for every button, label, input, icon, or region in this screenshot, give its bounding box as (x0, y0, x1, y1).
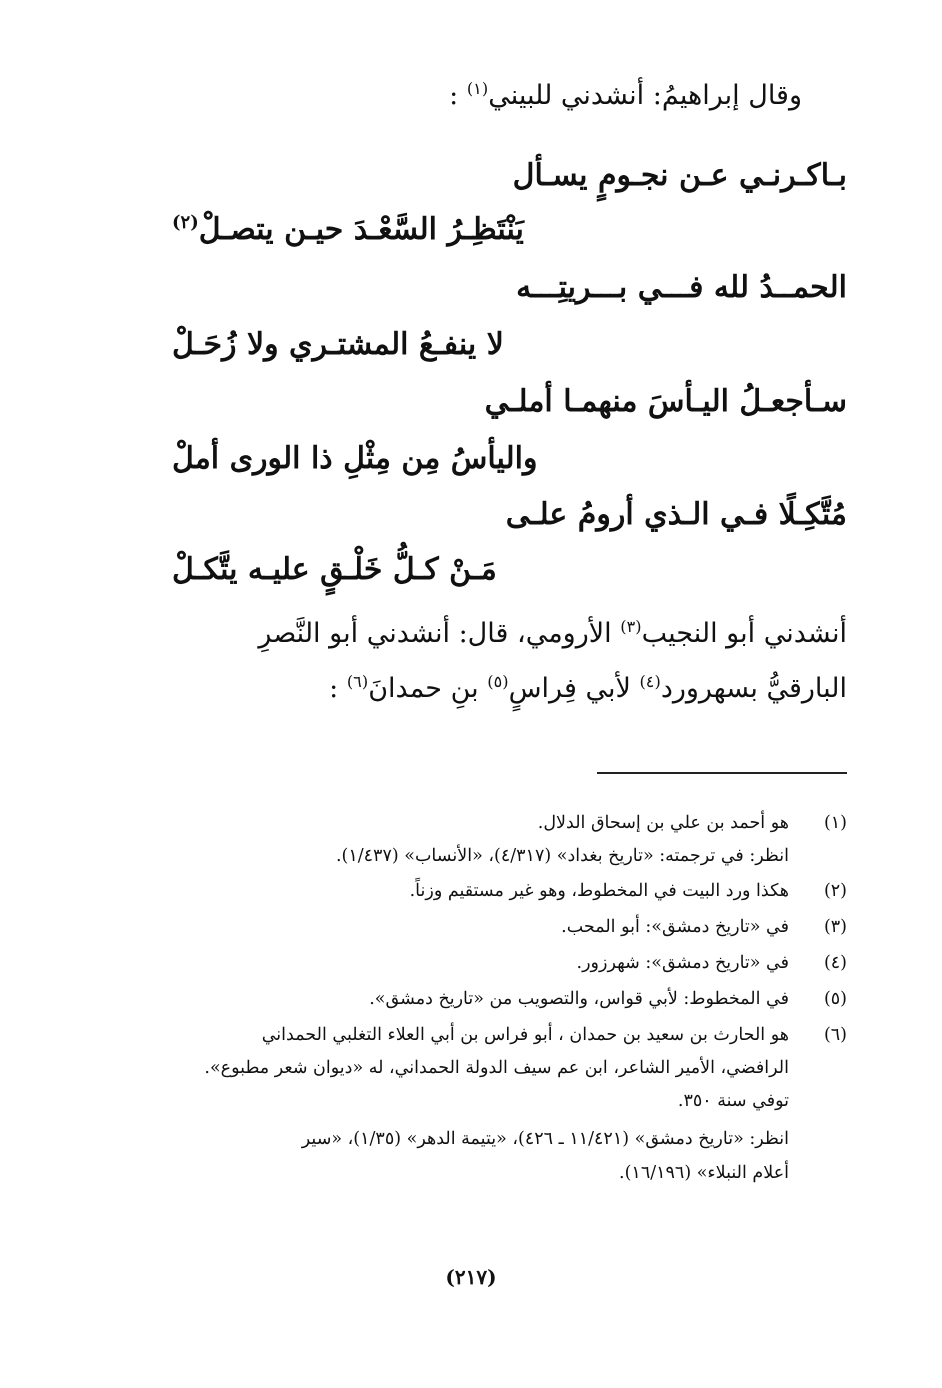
footnote-line: انظر: في ترجمته: «تاريخ بغداد» (٤/٣١٧)، «الأنساب» (١/٤٣٧). (335, 846, 789, 866)
prose-text: الأرومي، قال: أنشدني أبو النَّصرِ (258, 618, 612, 649)
prose-text: : (329, 673, 339, 704)
prose-text: بنِ حمدانَ (368, 673, 479, 704)
intro-line (449, 80, 802, 111)
footnote-number: (٦) (823, 1025, 847, 1045)
footnote-number: (٥) (823, 989, 847, 1009)
footnote-ref: (٣) (620, 617, 642, 636)
footnote-ref: (٥) (487, 672, 509, 691)
footnote-number: (٣) (823, 917, 847, 937)
footnote-line: في «تاريخ دمشق»: شهرزور. (576, 953, 789, 973)
footnote-line: توفي سنة ٣٥٠. (677, 1091, 789, 1111)
footnote-line: في المخطوط: لأبي قواس، والتصويب من «تاريخ دمشق». (369, 989, 789, 1009)
intro-colon: : (449, 80, 459, 111)
verse-3-second: واليأسُ مِن مِثْلِ ذا الورى أملْ (172, 441, 538, 476)
footnote-line: هكذا ورد البيت في المخطوط، وهو غير مستقيم وزناً. (409, 881, 789, 901)
footnote-ref: (٦) (346, 672, 369, 691)
prose-line-2 (329, 673, 847, 704)
intro-text: وقال إبراهيمُ: أنشدني للبيني (488, 80, 802, 111)
footnote-line: هو أحمد بن علي بن إسحاق الدلال. (537, 813, 789, 833)
verse-3-first: سـأجعـلُ اليـأسَ منهمـا أملـي (484, 384, 847, 419)
prose-text: أنشدني أبو النجيب (641, 618, 847, 649)
footnote-ref: (٤) (639, 672, 661, 691)
verse-4-first: مُتَّكِـلًا فـي الـذي أرومُ علـى (505, 497, 847, 532)
footnote-ref: (٢) (172, 212, 199, 233)
footnote-line: الرافضي، الأمير الشاعر، ابن عم سيف الدولة الحمداني، له «ديوان شعر مطبوع». (204, 1058, 789, 1078)
prose-text: البارقيُّ بسهرورد (660, 673, 847, 704)
footnote-line: أعلام النبلاء» (١٦/١٩٦). (619, 1163, 789, 1183)
verse-2-second: لا ينفـعُ المشتـري ولا زُحَـلْ (172, 327, 504, 362)
prose-line-1 (258, 618, 847, 649)
footnote-line: انظر: «تاريخ دمشق» (١١/٤٢١ ـ ٤٢٦)، «يتيمة الدهر» (١/٣٥)، «سير (301, 1129, 789, 1149)
verse-4-second: مَـنْ كـلُّ خَلْـقٍ عليـه يتَّكـلْ (172, 552, 497, 587)
verse-1-first: بـاكـرنـي عـن نجـومٍ يسـأل (512, 158, 847, 193)
footnote-number: (١) (823, 813, 847, 833)
footnote-number: (٢) (823, 881, 847, 901)
page-number: (٢١٧) (445, 1265, 497, 1289)
verse-1-second-text: يَنْتَظِـرُ السَّعْـدَ حيـن يتصـلْ (198, 212, 524, 247)
footnote-number: (٤) (823, 953, 847, 973)
verse-2-first: الحمــدُ لله فـــي بـــريتِـــه (516, 270, 847, 305)
verse-1-second (172, 212, 524, 247)
footnote-line: هو الحارث بن سعيد بن حمدان ، أبو فراس بن أبي العلاء التغلبي الحمداني (261, 1025, 789, 1045)
footnote-ref: (١) (466, 79, 489, 98)
prose-text: لأبي فِراسٍ (508, 673, 631, 704)
footnote-separator (597, 772, 847, 774)
footnote-line: في «تاريخ دمشق»: أبو المحب. (561, 917, 789, 937)
